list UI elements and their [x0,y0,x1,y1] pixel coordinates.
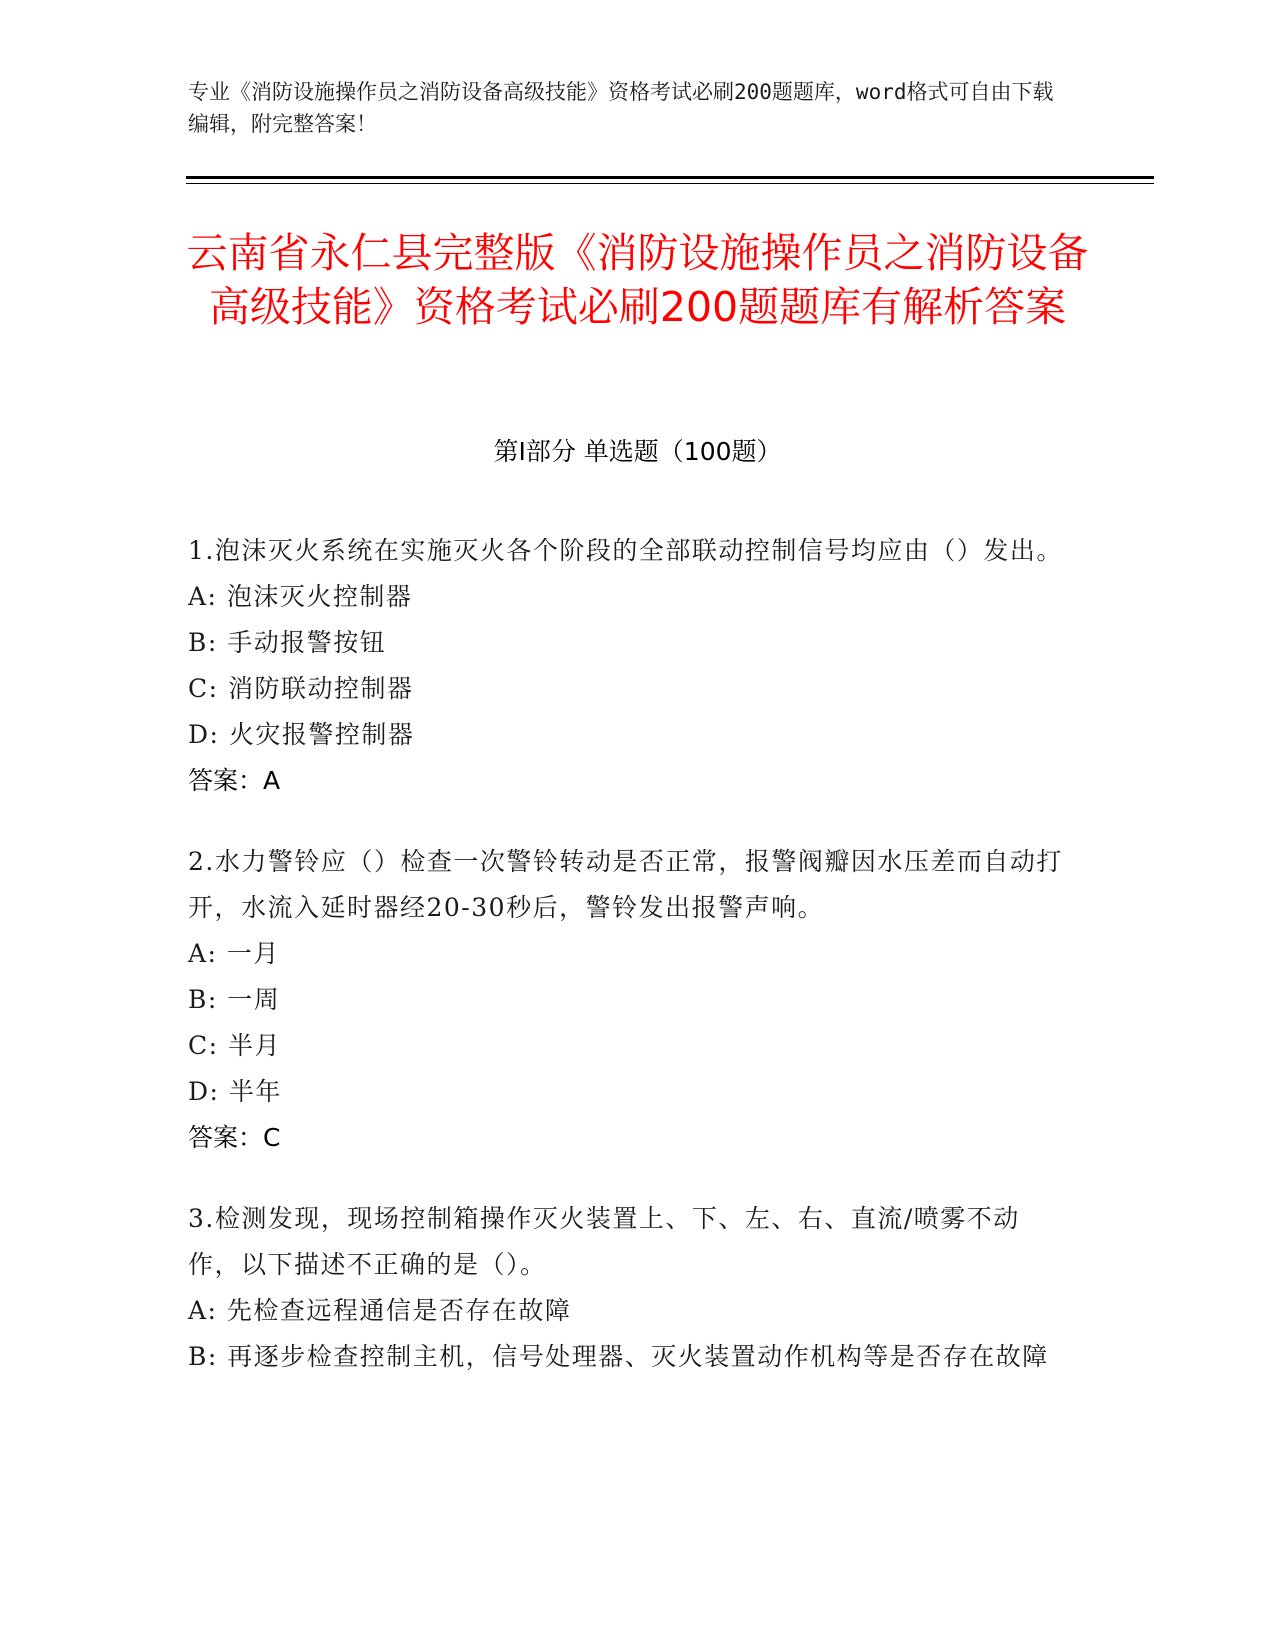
question-3 [188,1196,1068,1380]
header-note: 专业《消防设施操作员之消防设备高级技能》资格考试必刷200题题库，word格式可自由下载编辑，附完整答案！ [188,80,1054,136]
option-c: C: 半月 [188,1031,281,1060]
question-text: 1.泡沫灭火系统在实施灭火各个阶段的全部联动控制信号均应由（）发出。 [188,536,1063,565]
option-a: A: 先检查远程通信是否存在故障 [188,1296,572,1325]
section-heading: 第Ⅰ部分 单选题（100题） [493,437,782,466]
document-title: 云南省永仁县完整版《消防设施操作员之消防设备高级技能》资格考试必刷200题题库有解析答案 [186,229,1089,331]
answer-line: 答案：C [188,1123,281,1152]
question-text: 3.检测发现，现场控制箱操作灭火装置上、下、左、右、直流/喷雾不动作，以下描述不正确的是（）。 [188,1204,1020,1279]
option-b: B: 一周 [188,985,281,1014]
header-divider-thin [186,183,1154,184]
header-divider-thick [186,176,1154,179]
option-a: A: 泡沫灭火控制器 [188,582,413,611]
question-text: 2.水力警铃应（）检查一次警铃转动是否正常，报警阀瓣因水压差而自动打开，水流入延时器经20-30秒后，警铃发出报警声响。 [188,847,1063,922]
question-list [188,528,1068,1415]
option-d: D: 半年 [188,1077,282,1106]
option-d: D: 火灾报警控制器 [188,720,415,749]
option-b: B: 再逐步检查控制主机，信号处理器、灭火装置动作机构等是否存在故障 [188,1342,1049,1371]
answer-line: 答案：A [188,766,281,795]
option-b: B: 手动报警按钮 [188,628,387,657]
option-c: C: 消防联动控制器 [188,674,414,703]
option-a: A: 一月 [188,939,280,968]
question-2 [188,839,1068,1161]
question-1 [188,528,1068,804]
